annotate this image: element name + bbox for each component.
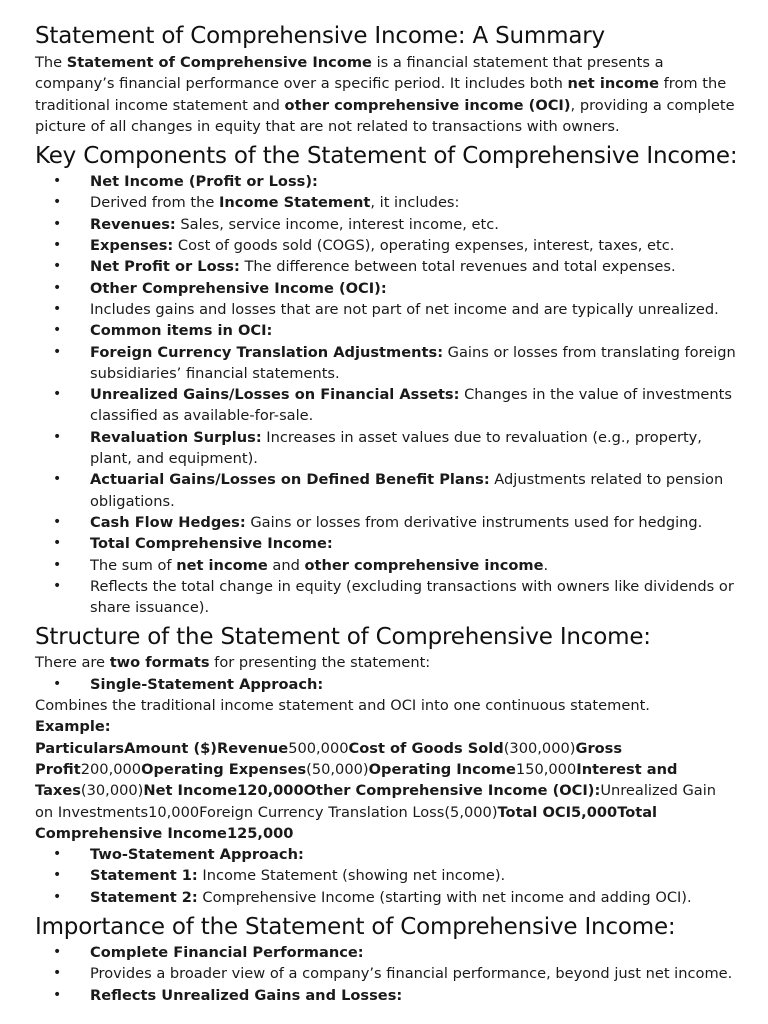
bold-text-run: Statement 1: (90, 867, 198, 885)
bold-text-run: Cash Flow Hedges: (90, 513, 246, 531)
bullet-list-item (35, 963, 738, 984)
text-run: There are (35, 654, 110, 672)
bold-text-run: Other Comprehensive Income (OCI): (90, 279, 387, 297)
bold-text-run: Single-Statement Approach: (90, 675, 324, 693)
bold-text-run: Total Comprehensive Income: (90, 535, 333, 553)
bold-text-run: Example: (35, 718, 111, 736)
text-run: Combines the traditional income statement and OCI into one continuous statement. (35, 697, 650, 715)
bold-text-run: Complete Financial Performance: (90, 943, 364, 961)
key-components-list (35, 171, 738, 618)
bullet-list-item (35, 384, 738, 427)
bold-text-run: Total OCI5,000Total Comprehensive Income125,000 (35, 803, 658, 842)
text-run: The difference between total revenues and total expenses. (239, 258, 676, 276)
bullet-list-item (35, 278, 738, 299)
bold-text-run: other comprehensive income (304, 556, 544, 574)
bold-text-run: other comprehensive income (OCI) (284, 96, 571, 114)
bold-text-run: Expenses: (90, 237, 174, 255)
bold-text-run: Two-Statement Approach: (90, 846, 304, 864)
two-statement-list (35, 844, 738, 908)
bold-text-run: Common items in OCI: (90, 322, 273, 340)
bold-text-run: Reflects Unrealized Gains and Losses: (90, 986, 403, 1004)
bold-text-run: Revaluation Surplus: (90, 428, 262, 446)
structure-heading: Structure of the Statement of Comprehensive Income: (35, 624, 651, 651)
bullet-list-item (35, 320, 738, 341)
bold-text-run: Unrealized Gains/Losses on Financial Assets: (90, 386, 460, 404)
text-run: Cost of goods sold (COGS), operating expenses, interest, taxes, etc. (173, 237, 675, 255)
text-run: . (543, 556, 549, 574)
single-statement-list (35, 674, 738, 695)
bullet-list-item (35, 887, 738, 908)
text-run: and (267, 556, 305, 574)
example-statement-text (35, 738, 738, 844)
text-run: Income Statement (showing net income). (197, 867, 506, 885)
bold-text-run: Revenues: (90, 215, 176, 233)
bold-text-run: Interest and Taxes (35, 760, 678, 800)
intro-paragraph (35, 52, 738, 137)
text-run: Derived from the (90, 194, 219, 212)
bullet-list-item (35, 533, 738, 554)
text-run: 200,000 (80, 760, 142, 778)
text-run: Reflects the total change in equity (excluding transactions with owners like dividends or share issuance). (90, 577, 734, 617)
text-run: Includes gains and losses that are not part of net income and are typically unrealized. (90, 300, 719, 318)
text-run: , it includes: (370, 194, 460, 212)
bold-text-run: net income (176, 556, 268, 574)
bullet-list-item (35, 865, 738, 886)
bold-text-run: Cost of Goods Sold (348, 739, 504, 757)
bold-text-run: Actuarial Gains/Losses on Defined Benefit Plans: (90, 471, 490, 489)
bullet-list-item (35, 985, 738, 1006)
bullet-list-item (35, 512, 738, 533)
bold-text-run: net income (567, 75, 660, 93)
bullet-list-item (35, 674, 738, 695)
bullet-list-item (35, 192, 738, 213)
bold-text-run: Statement of Comprehensive Income (66, 54, 372, 71)
text-run: Increases in asset values due to revaluation (e.g., property, plant, and equipment). (90, 428, 702, 468)
text-run: for presenting the statement: (209, 654, 431, 672)
text-run: is a financial statement that presents a company’s financial performance over a specific period. It includes both (35, 54, 664, 93)
bold-text-run: Operating Income (368, 760, 516, 778)
text-run: Sales, service income, interest income, etc. (175, 215, 499, 233)
text-run: Changes in the value of investments classified as available-for-sale. (90, 386, 732, 425)
bold-text-run: Income Statement (218, 194, 371, 212)
page-title: Statement of Comprehensive Income: A Summary (35, 23, 605, 49)
bullet-list-item (35, 256, 738, 277)
bullet-list-item (35, 555, 738, 576)
bullet-list-item (35, 844, 738, 865)
text-run: Adjustments related to pension obligations. (90, 471, 724, 510)
text-run: (50,000) (306, 760, 369, 778)
bullet-list-item (35, 342, 738, 385)
text-run: from the traditional income statement and (35, 75, 727, 114)
key-components-heading: Key Components of the Statement of Comprehensive Income: (35, 143, 738, 170)
text-run: The sum of (90, 556, 177, 574)
bold-text-run: ParticularsAmount ($)Revenue (35, 739, 289, 757)
bullet-list-item (35, 235, 738, 256)
structure-intro (35, 652, 738, 673)
text-run: , providing a complete picture of all changes in equity that are not related to transactions with owners. (35, 96, 735, 135)
text-run: 150,000 (515, 760, 577, 778)
text-run: Unrealized Gain on Investments10,000Foreign Currency Translation Loss(5,000) (35, 782, 717, 821)
bullet-list-item (35, 469, 738, 512)
single-statement-description (35, 695, 738, 716)
bullet-list-item (35, 942, 738, 963)
text-run: The (35, 54, 67, 71)
text-run: 500,000 (288, 739, 349, 757)
bold-text-run: Operating Expenses (141, 760, 307, 778)
text-run: Gains or losses from translating foreign subsidiaries’ financial statements. (90, 343, 736, 382)
bold-text-run: Net Income (Profit or Loss): (90, 173, 318, 191)
bold-text-run: Net Income120,000Other Comprehensive Income (OCI): (143, 782, 601, 800)
text-run: Comprehensive Income (starting with net income and adding OCI). (197, 888, 692, 906)
bold-text-run: two formats (109, 654, 210, 672)
example-label (35, 716, 738, 737)
text-run: Gains or losses from derivative instruments used for hedging. (245, 513, 703, 531)
bullet-list-item (35, 576, 738, 619)
text-run: Provides a broader view of a company’s financial performance, beyond just net income. (90, 965, 733, 983)
bold-text-run: Net Profit or Loss: (90, 258, 240, 276)
bullet-list-item (35, 427, 738, 470)
bullet-list-item (35, 171, 738, 192)
bold-text-run: Foreign Currency Translation Adjustments: (90, 343, 444, 361)
bullet-list-item (35, 299, 738, 320)
importance-list (35, 942, 738, 1006)
text-run: (300,000) (503, 739, 576, 757)
bold-text-run: Gross Profit (35, 739, 623, 778)
bold-text-run: Statement 2: (90, 888, 198, 906)
bullet-list-item (35, 214, 738, 235)
importance-heading: Importance of the Statement of Comprehensive Income: (35, 913, 676, 940)
text-run: (30,000) (80, 782, 144, 800)
